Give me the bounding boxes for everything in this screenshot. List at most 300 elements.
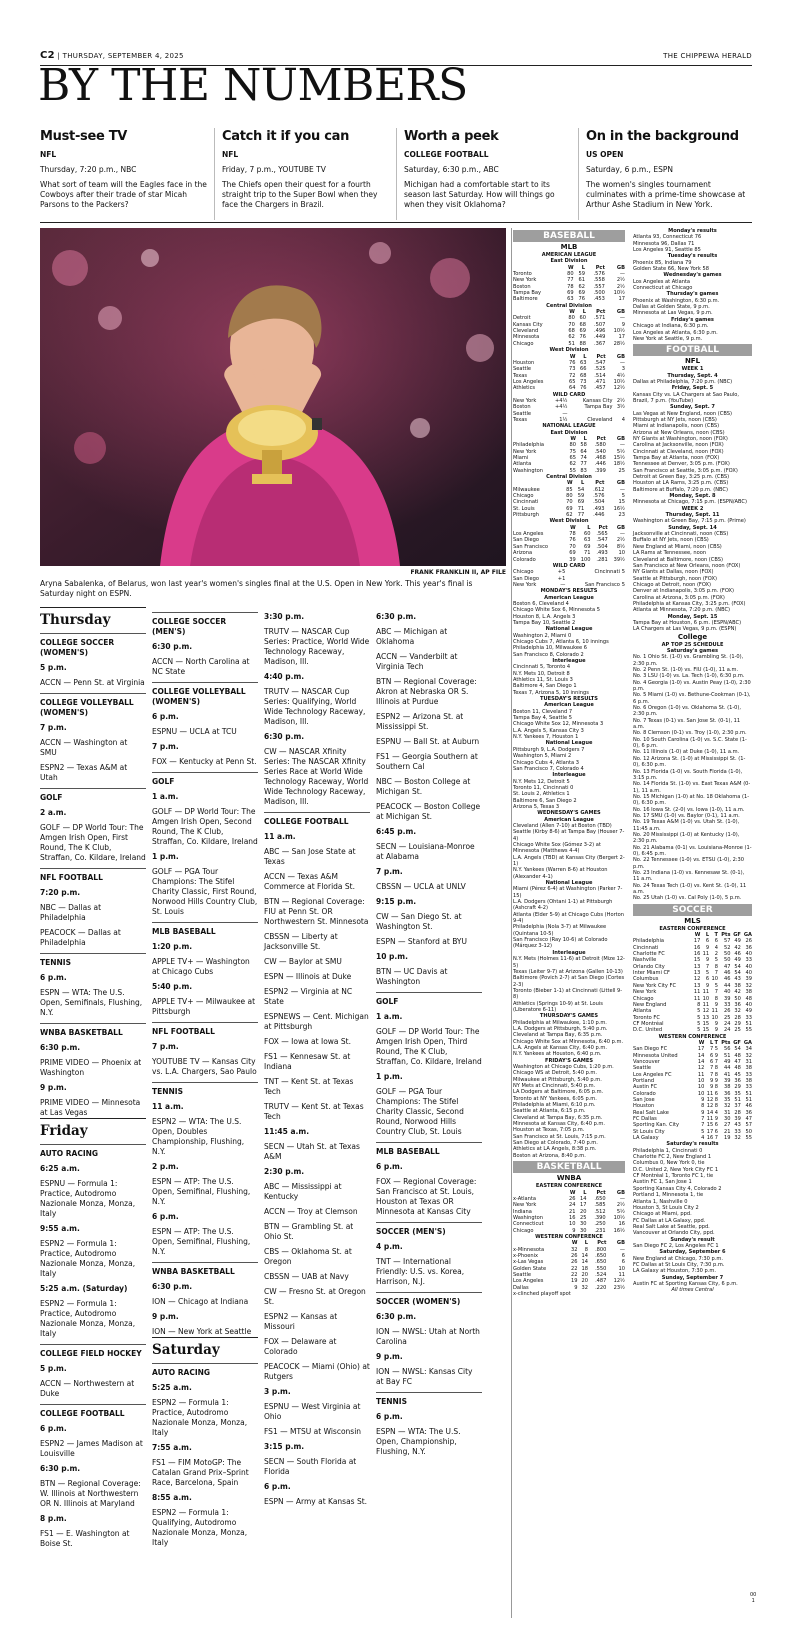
standings-table — [513, 569, 625, 588]
stat-cell: 63 — [584, 537, 591, 544]
stat-cell: 61 — [578, 277, 585, 284]
result-line: No. 12 Arizona St. (1-0) at Mississippi St. (1-0), 6:30 p.m. — [633, 755, 746, 769]
result-line: Toronto 11, Cincinnati 0 — [513, 784, 574, 791]
stat-cell: 48 — [734, 1052, 741, 1059]
stat-cell: 9 — [714, 1052, 718, 1059]
stat-cell: 36 — [745, 1109, 752, 1116]
stat-cell: Pts — [721, 932, 731, 939]
stat-cell: 24 — [569, 1202, 576, 1209]
stat-cell: .453 — [593, 296, 605, 303]
stat-cell: W — [566, 480, 573, 487]
result-line: Chicago at Detroit, noon (FOX) — [633, 581, 712, 588]
stat-cell: 4 — [714, 1109, 718, 1116]
stat-cell: 8 — [714, 1071, 718, 1078]
stat-cell: 15 — [618, 499, 625, 506]
result-line: Las Vegas at New England, noon (CBS) — [633, 410, 732, 417]
stat-cell: 27 — [723, 1122, 731, 1129]
stat-cell: 38 — [745, 989, 752, 996]
team-name: St Louis City — [633, 1128, 665, 1135]
team-name: Charlotte FC — [633, 951, 665, 958]
team-name: Tampa Bay — [513, 290, 541, 297]
result-line: No. 1 Ohio St. (1-0) vs. Grambling St. (1-0), 2:30 p.m. — [633, 654, 744, 667]
stat-cell: 65 — [569, 455, 576, 461]
stat-cell: 6 — [705, 976, 710, 983]
stat-cell: .496 — [594, 328, 606, 335]
stat-cell: 5 — [621, 569, 625, 576]
subheading: American League — [544, 702, 594, 709]
listing-item: BTN — Regional Coverage: Akron at Nebraska OR S. Illinois at Purdue — [376, 677, 477, 706]
stat-cell: — — [619, 271, 625, 278]
team-name: Chicago — [513, 493, 534, 500]
listing-item: TNT — International Friendly: U.S. vs. Korea, Harrison, N.J. — [376, 1257, 465, 1286]
stat-cell: 69 — [569, 550, 576, 557]
stat-cell: 6 — [714, 1122, 718, 1129]
sport-heading: GOLF — [376, 992, 482, 1007]
stat-cell: GB — [616, 1189, 625, 1196]
sport-heading: TENNIS — [152, 1082, 258, 1097]
feature-rule — [40, 222, 752, 223]
stat-cell: 76 — [569, 537, 576, 544]
subheading: West Division — [549, 518, 589, 525]
sport-heading: TENNIS — [376, 1392, 482, 1407]
stat-cell: L — [583, 1189, 587, 1196]
result-line: Austin FC at Sporting Kansas City, 6 p.m. — [633, 1280, 738, 1287]
stat-cell: 35 — [723, 1097, 731, 1103]
stat-cell: 11 — [702, 951, 710, 958]
league-heading: NFL — [684, 357, 701, 366]
stat-cell: 46 — [745, 1103, 752, 1110]
listing-item: ESPN — Army at Kansas St. — [264, 1497, 368, 1506]
subheading: West Division — [549, 347, 589, 354]
subheading: Monday's results — [668, 228, 717, 234]
sport-heading: TENNIS — [40, 953, 146, 968]
feature-must-see — [40, 128, 212, 210]
stat-cell: L — [583, 353, 587, 360]
result-line: N.Y. Mets 10, Detroit 8 — [513, 670, 570, 677]
team-name: D.C. United — [633, 1027, 663, 1034]
result-line: Philadelphia 1, Cincinnati 0 — [633, 1147, 703, 1154]
result-line: New England at Miami, noon (CBS) — [633, 543, 722, 550]
stat-cell: — — [619, 486, 625, 493]
team-name: x-Minnesota — [513, 1246, 545, 1253]
stat-cell: GB — [616, 435, 625, 442]
stat-cell: 15 — [706, 1122, 714, 1129]
team-name: Cincinnati — [633, 944, 659, 951]
stat-cell: 76 — [568, 359, 576, 366]
stat-cell: 5 — [701, 1128, 705, 1135]
stat-cell: 11 — [693, 989, 701, 996]
team-name: Chicago — [513, 569, 534, 576]
listing-item: BTN — Regional Coverage: FIU at Penn St. OR Northwestern St. Minnesota — [264, 897, 369, 926]
stat-cell: .612 — [593, 486, 605, 493]
stat-cell: 17 — [618, 296, 625, 303]
stat-cell: W — [569, 309, 575, 316]
feature-title: Catch it if you can — [222, 129, 350, 144]
stat-cell: 11 — [618, 1271, 625, 1278]
result-line: Athletics at LA Angels, 8:38 p.m. — [513, 1146, 597, 1153]
result-line: San Diego FC 2, Los Angeles FC 1 — [633, 1242, 719, 1249]
league-heading: MLS — [684, 916, 701, 925]
listing-item: ESPN2 — Virginia at NC State — [264, 987, 353, 1006]
stat-cell: 54 — [577, 486, 585, 493]
listing-time: 9:15 p.m. — [376, 897, 417, 906]
result-line: Los Angeles 91, Seattle 85 — [633, 247, 701, 254]
result-line: Tampa Bay at Atlanta, noon (FOX) — [633, 455, 720, 461]
stat-cell: W — [570, 435, 576, 442]
stat-cell: 69 — [584, 543, 591, 550]
result-line: Arizona at New Orleans, noon (CBS) — [633, 429, 725, 436]
result-line: Philadelphia at Miami, 6:10 p.m. — [513, 1102, 596, 1109]
stat-cell: 57 — [724, 938, 731, 945]
stat-cell: 6 — [714, 1128, 718, 1135]
subheading: Sunday, Sept. 7 — [670, 404, 715, 411]
stat-cell: 7 — [714, 989, 718, 996]
subheading: Central Division — [546, 302, 592, 309]
result-line: Chicago Cubs 4, Atlanta 3 — [513, 759, 579, 766]
listing-time: 7:55 a.m. — [152, 1443, 192, 1452]
stat-cell: 52 — [724, 944, 731, 951]
result-line: St. Louis 2, Athletics 1 — [513, 791, 570, 798]
stat-cell: 32 — [570, 1246, 578, 1253]
team-name: Columbus — [633, 976, 659, 983]
result-line: No. 22 Tennessee (1-0) vs. ETSU (1-0), 2:30 p.m. — [633, 857, 745, 870]
stat-cell: 43 — [734, 976, 741, 983]
stat-cell: 20 — [581, 1278, 588, 1285]
stat-cell: GF — [733, 1039, 741, 1046]
stat-cell: 5 — [697, 1020, 701, 1027]
stat-cell: 69 — [566, 505, 573, 512]
stat-cell: 18½ — [613, 461, 625, 468]
listing-item: ESPNU — West Virginia at Ohio — [264, 1402, 361, 1421]
listing-item: GOLF — DP World Tour: The Amgen Irish Open, Second Round, The K Club, Straffan, Co. Kildare, Ireland — [152, 807, 258, 846]
stat-cell: 74 — [580, 455, 587, 461]
stat-cell: 33 — [745, 957, 752, 964]
result-line: San Francisco (Ray 10-6) at Colorado (Márquez 3-12) — [513, 937, 608, 950]
stat-cell: W — [567, 264, 574, 271]
stat-cell: 10 — [569, 1221, 576, 1228]
team-name: Colorado — [513, 556, 536, 563]
feature-desc: What sort of team will the Eagles face in the Cowboys after their trade of star Micah Parsons to the Packers? — [40, 180, 207, 209]
stat-cell: 26 — [570, 1259, 578, 1266]
stat-cell: 70 — [569, 543, 576, 550]
listing-time: 6:25 a.m. — [40, 1164, 80, 1173]
result-line: Philadelphia (Nola 3-7) at Milwaukee (Quintana 10-5) — [513, 924, 607, 937]
feature-league: NFL — [222, 150, 239, 159]
team-name: Nashville — [633, 957, 657, 964]
stat-cell: 9 — [709, 1077, 714, 1084]
stat-cell: 2½ — [616, 537, 625, 544]
stat-cell: .500 — [593, 290, 605, 297]
stat-cell: 9 — [709, 1084, 714, 1091]
listing-item: ION — New York at Seattle — [152, 1327, 252, 1336]
stat-cell: .800 — [595, 1246, 607, 1253]
result-line: Charlotte FC 2, New England 1 — [633, 1154, 712, 1161]
result-line: San Francisco 8, Colorado 2 — [513, 651, 584, 658]
agate-divider — [511, 228, 512, 1618]
stat-cell: 11 — [706, 1116, 714, 1123]
result-line: Minnesota at Las Vegas, 9 p.m. — [633, 310, 713, 317]
result-line: FC Dallas at St Louis City, 7:30 p.m. — [633, 1261, 725, 1268]
listing-item: ACCN — Penn St. at Virginia — [40, 678, 145, 687]
listing-item: ESPN2 — Formula 1: Qualifying, Autodromo Nazionale Monza, Monza, Italy — [152, 1508, 248, 1547]
result-line: No. 6 Oregon (1-0) vs. Oklahoma St. (1-0), 2:30 p.m. — [633, 705, 742, 718]
result-line: Boston 6, Cleveland 4 — [513, 600, 569, 607]
standings-table — [633, 1040, 752, 1142]
stat-cell: 43 — [734, 1122, 741, 1129]
stat-cell: 12½ — [613, 1278, 625, 1285]
listing-item: BTN — Regional Coverage: W. Illinois at Northwestern OR N. Illinois at Maryland — [40, 1479, 141, 1508]
listing-item: SECN — Utah St. at Texas A&M — [264, 1142, 360, 1161]
stat-cell: Pct — [596, 353, 606, 360]
stat-cell: Tampa Bay — [584, 404, 613, 411]
listing-time: 6 p.m. — [152, 712, 179, 721]
team-name: Minnesota — [513, 334, 540, 341]
listing-item: SECN — South Florida at Florida — [264, 1457, 357, 1476]
sport-heading: WNBA BASKETBALL — [152, 1262, 258, 1277]
stat-cell: 50 — [734, 995, 741, 1002]
sport-heading: COLLEGE VOLLEYBALL (WOMEN'S) — [152, 682, 258, 707]
result-line: Portland 1, Minnesota 1, tie — [633, 1192, 704, 1199]
result-line: LA Chargers at Las Vegas, 9 p.m. (ESPN) — [633, 626, 737, 633]
stat-cell: 36 — [734, 1077, 741, 1084]
listing-item: ESPNU — UCLA at TCU — [152, 727, 237, 736]
footnote: All times Central — [671, 1287, 714, 1294]
sport-heading: COLLEGE FOOTBALL — [264, 812, 370, 827]
stat-cell: 22 — [570, 1265, 578, 1272]
stat-cell: 21 — [723, 1128, 731, 1135]
listing-item: GOLF — DP World Tour: The Amgen Irish Open, Third Round, The K Club, Straffan, Co. Kildare, Ireland — [376, 1027, 482, 1066]
listing-item: ESPN2 — Kansas at Missouri — [264, 1312, 338, 1331]
result-line: FC Dallas at LA Galaxy, ppd. — [633, 1217, 706, 1224]
stat-cell: 80 — [569, 442, 576, 449]
stat-cell: .487 — [595, 1278, 607, 1285]
result-line: Chicago at Miami, ppd. — [633, 1211, 692, 1218]
stat-cell: 8½ — [616, 543, 625, 550]
subheading: Interleague — [552, 772, 586, 779]
stat-cell: 13 — [693, 963, 701, 970]
result-line: Vancouver at Orlando City, ppd. — [633, 1230, 715, 1237]
stat-cell: .390 — [594, 1214, 606, 1221]
stat-cell: 55 — [569, 467, 576, 474]
stat-cell: .446 — [593, 512, 605, 519]
stat-cell: 83 — [580, 467, 587, 474]
stat-cell: W — [569, 1189, 576, 1196]
stat-cell: 76 — [579, 385, 587, 392]
result-line: No. 17 SMU (1-0) vs. Baylor (0-1), 11 a.m. — [633, 812, 740, 819]
stat-cell: 13 — [693, 982, 701, 989]
team-name: Los Angeles — [513, 531, 544, 538]
listing-item: PEACOCK — Dallas at Philadelphia — [40, 928, 121, 947]
stat-cell: T — [714, 1039, 718, 1046]
stat-cell: 100 — [580, 556, 591, 563]
listing-item: CW — Fresno St. at Oregon St. — [264, 1287, 366, 1306]
listing-time: 11 a.m. — [264, 832, 296, 841]
team-name: Dallas — [513, 1284, 529, 1291]
stat-cell: 46 — [724, 976, 731, 983]
subheading: Interleague — [552, 949, 586, 956]
stat-cell: 9 — [621, 321, 625, 328]
stat-cell: 10 — [702, 995, 710, 1002]
stat-cell: 14 — [580, 1195, 587, 1202]
result-line: New England at Chicago, 7:30 p.m. — [633, 1255, 723, 1262]
result-line: Miami (Pérez 6-4) at Washington (Parker 7-15) — [513, 886, 623, 899]
stat-cell: 50 — [745, 1128, 752, 1135]
team-name: Atlanta — [513, 461, 532, 468]
subheading: East Division — [550, 429, 588, 436]
stat-cell: 3½ — [616, 404, 625, 411]
listing-time: 5 p.m. — [40, 663, 67, 672]
stat-cell: .550 — [595, 1265, 607, 1272]
stat-cell: 50 — [724, 957, 731, 964]
stat-cell: 32 — [734, 1008, 741, 1015]
stat-cell: 2½ — [616, 283, 625, 290]
stat-cell: 38 — [745, 1065, 752, 1072]
stat-cell: 10½ — [613, 1214, 625, 1221]
stat-cell: L — [582, 309, 586, 316]
listing-item: APPLE TV+ — Washington at Chicago Cubs — [152, 957, 250, 976]
stat-cell: 32 — [581, 1284, 588, 1291]
stat-cell: 6 — [714, 938, 718, 945]
stat-cell: 73 — [579, 378, 587, 385]
team-name: Chicago — [513, 340, 534, 347]
result-line: Baltimore 6, San Diego 2 — [513, 797, 577, 804]
stat-cell: 69 — [567, 290, 574, 297]
stat-cell: 17 — [697, 1046, 705, 1053]
team-name: Baltimore — [513, 296, 538, 303]
feature-worth-a-peek — [404, 128, 576, 210]
result-line: Cleveland at Tampa Bay, 6:35 p.m. — [513, 1032, 603, 1039]
subheading: Thursday, Sept. 4 — [667, 372, 718, 379]
stat-cell: Pct — [596, 1189, 606, 1196]
stat-cell: +5 — [557, 569, 566, 576]
stat-cell: 19 — [723, 1135, 731, 1142]
stat-cell: 47 — [745, 1116, 752, 1123]
listing-time: 5:25 a.m. (Saturday) — [40, 1284, 128, 1293]
stat-cell: .231 — [594, 1227, 606, 1234]
listing-item: TRUTV — NASCAR Cup Series: Qualifying, World Wide Technology Raceway, Madison, Ill. — [264, 687, 366, 726]
listing-item: ESPN — Illinois at Duke — [264, 972, 352, 981]
stat-cell: GF — [733, 932, 741, 939]
feature-league: NFL — [40, 150, 57, 159]
stat-cell: 49 — [723, 1058, 731, 1065]
stat-cell: 25 — [724, 1014, 731, 1021]
subheading: East Division — [550, 258, 588, 265]
stat-cell: 42 — [734, 989, 741, 996]
stat-cell: 39 — [724, 995, 731, 1002]
result-line: N.Y. Mets (Holmes 11-6) at Detroit (Mize 12-5) — [513, 956, 625, 969]
team-name: Real Salt Lake — [633, 1109, 669, 1116]
sport-heading: MLB BASEBALL — [376, 1142, 482, 1157]
listing-item: GOLF — PGA Tour Champions: The Stifel Charity Classic, Second Round, Norwood Hills Country Club, St. Louis — [376, 1087, 464, 1136]
result-line: L.A. Dodgers (Ohtani 1-1) at Pittsburgh (Ashcraft 4-2) — [513, 899, 613, 912]
listing-item: CBS — Oklahoma St. at Oregon — [264, 1247, 352, 1266]
team-name: Arizona — [513, 550, 533, 557]
day-heading: Saturday — [152, 1337, 258, 1358]
stat-cell: 21 — [569, 1208, 576, 1215]
stat-cell: .493 — [596, 550, 608, 557]
stat-cell: 39 — [745, 976, 752, 983]
stat-cell: 6 — [621, 1259, 625, 1266]
sport-heading: COLLEGE VOLLEYBALL (WOMEN'S) — [40, 693, 146, 718]
stat-cell: 39 — [734, 1116, 741, 1123]
stat-cell: .471 — [594, 378, 606, 385]
listing-item: BTN — UC Davis at Washington — [376, 967, 448, 986]
stat-cell: .449 — [594, 334, 606, 341]
listing-item: FS1 — E. Washington at Boise St. — [40, 1529, 130, 1548]
stat-cell: 51 — [745, 1020, 752, 1027]
stat-cell: 35 — [734, 1090, 741, 1097]
stat-cell: 64 — [568, 385, 576, 392]
result-line: Chicago White Sox 6, Minnesota 5 — [513, 607, 600, 614]
listing-time: 9 p.m. — [40, 1083, 67, 1092]
stat-cell: L — [709, 1039, 714, 1046]
result-line: No. 19 Texas A&M (1-0) vs. Utah St. (1-0), 11:45 a.m. — [633, 819, 740, 832]
stat-cell: 5 — [714, 1046, 718, 1053]
stat-cell: 49 — [745, 1008, 752, 1015]
listing-time: 7 p.m. — [152, 742, 179, 751]
listing-time: 3:15 p.m. — [264, 1442, 305, 1451]
stat-cell: 3 — [621, 366, 625, 373]
feature-catch-it — [222, 128, 394, 210]
stat-cell: Pct — [598, 524, 608, 531]
sport-heading: GOLF — [152, 772, 258, 787]
result-line: No. 5 Miami (1-0) vs. Bethune-Cookman (0-1), 6 p.m. — [633, 692, 751, 705]
subheading: THURSDAY'S GAMES — [539, 1013, 599, 1020]
team-name: New York City FC — [633, 982, 677, 989]
standings-table — [513, 480, 625, 518]
result-line: Atlanta 93, Connecticut 76 — [633, 234, 702, 241]
stat-cell: 9 — [705, 982, 710, 989]
team-name: Cleveland — [513, 328, 539, 335]
stat-cell: 68 — [579, 321, 586, 328]
listing-item: FOX — Delaware at Colorado — [264, 1337, 337, 1356]
team-name: LA Galaxy — [633, 1135, 659, 1142]
stat-cell: .571 — [594, 315, 606, 322]
listing-time: 5 p.m. — [40, 1364, 67, 1373]
stat-cell: 18 — [581, 1265, 588, 1272]
result-line: Boston 11, Cleveland 7 — [513, 708, 573, 715]
stat-cell: 6 — [709, 1052, 714, 1059]
stat-cell: 5 — [697, 1014, 701, 1021]
listing-time: 1 p.m. — [152, 852, 179, 861]
listing-time: 6:30 p.m. — [40, 1043, 81, 1052]
result-line: No. 2 Penn St. (1-0) vs. FIU (1-0), 11 a.m. — [633, 667, 739, 673]
stat-cell: 17 — [706, 1128, 714, 1135]
agate-column-1 — [513, 228, 625, 1297]
listing-item: ACCN — North Carolina at NC State — [152, 657, 250, 676]
stat-cell: 54 — [734, 1046, 741, 1053]
result-line: Washington 5, Miami 2 — [513, 753, 572, 760]
stat-cell: 10½ — [613, 328, 625, 335]
stat-cell: 46 — [734, 951, 741, 958]
subheading: Interleague — [552, 658, 586, 664]
listing-item: CBSSN — UAB at Navy — [264, 1272, 349, 1281]
stat-cell: .504 — [593, 499, 605, 506]
result-line: L.A. Angels (TBD) at Kansas City (Bergert 2-1) — [513, 854, 625, 867]
stat-cell: Pct — [595, 480, 605, 487]
stat-cell: 10 — [697, 1077, 705, 1084]
listing-item: ESPN2 — James Madison at Louisville — [40, 1439, 143, 1458]
team-name: Seattle — [513, 366, 532, 373]
stat-cell: San Francisco — [584, 581, 620, 588]
feature-league: COLLEGE FOOTBALL — [404, 150, 489, 159]
result-line: Pittsburgh at NY Jets, noon (CBS) — [633, 416, 717, 423]
listing-item: TNT — Kent St. at Texas Tech — [264, 1077, 354, 1096]
result-line: Baltimore at Buffalo, 7:20 p.m. (NBC) — [633, 486, 728, 493]
stat-cell: 60 — [579, 315, 586, 322]
stat-cell: GB — [616, 480, 625, 487]
stat-cell: +4½ — [554, 397, 568, 404]
